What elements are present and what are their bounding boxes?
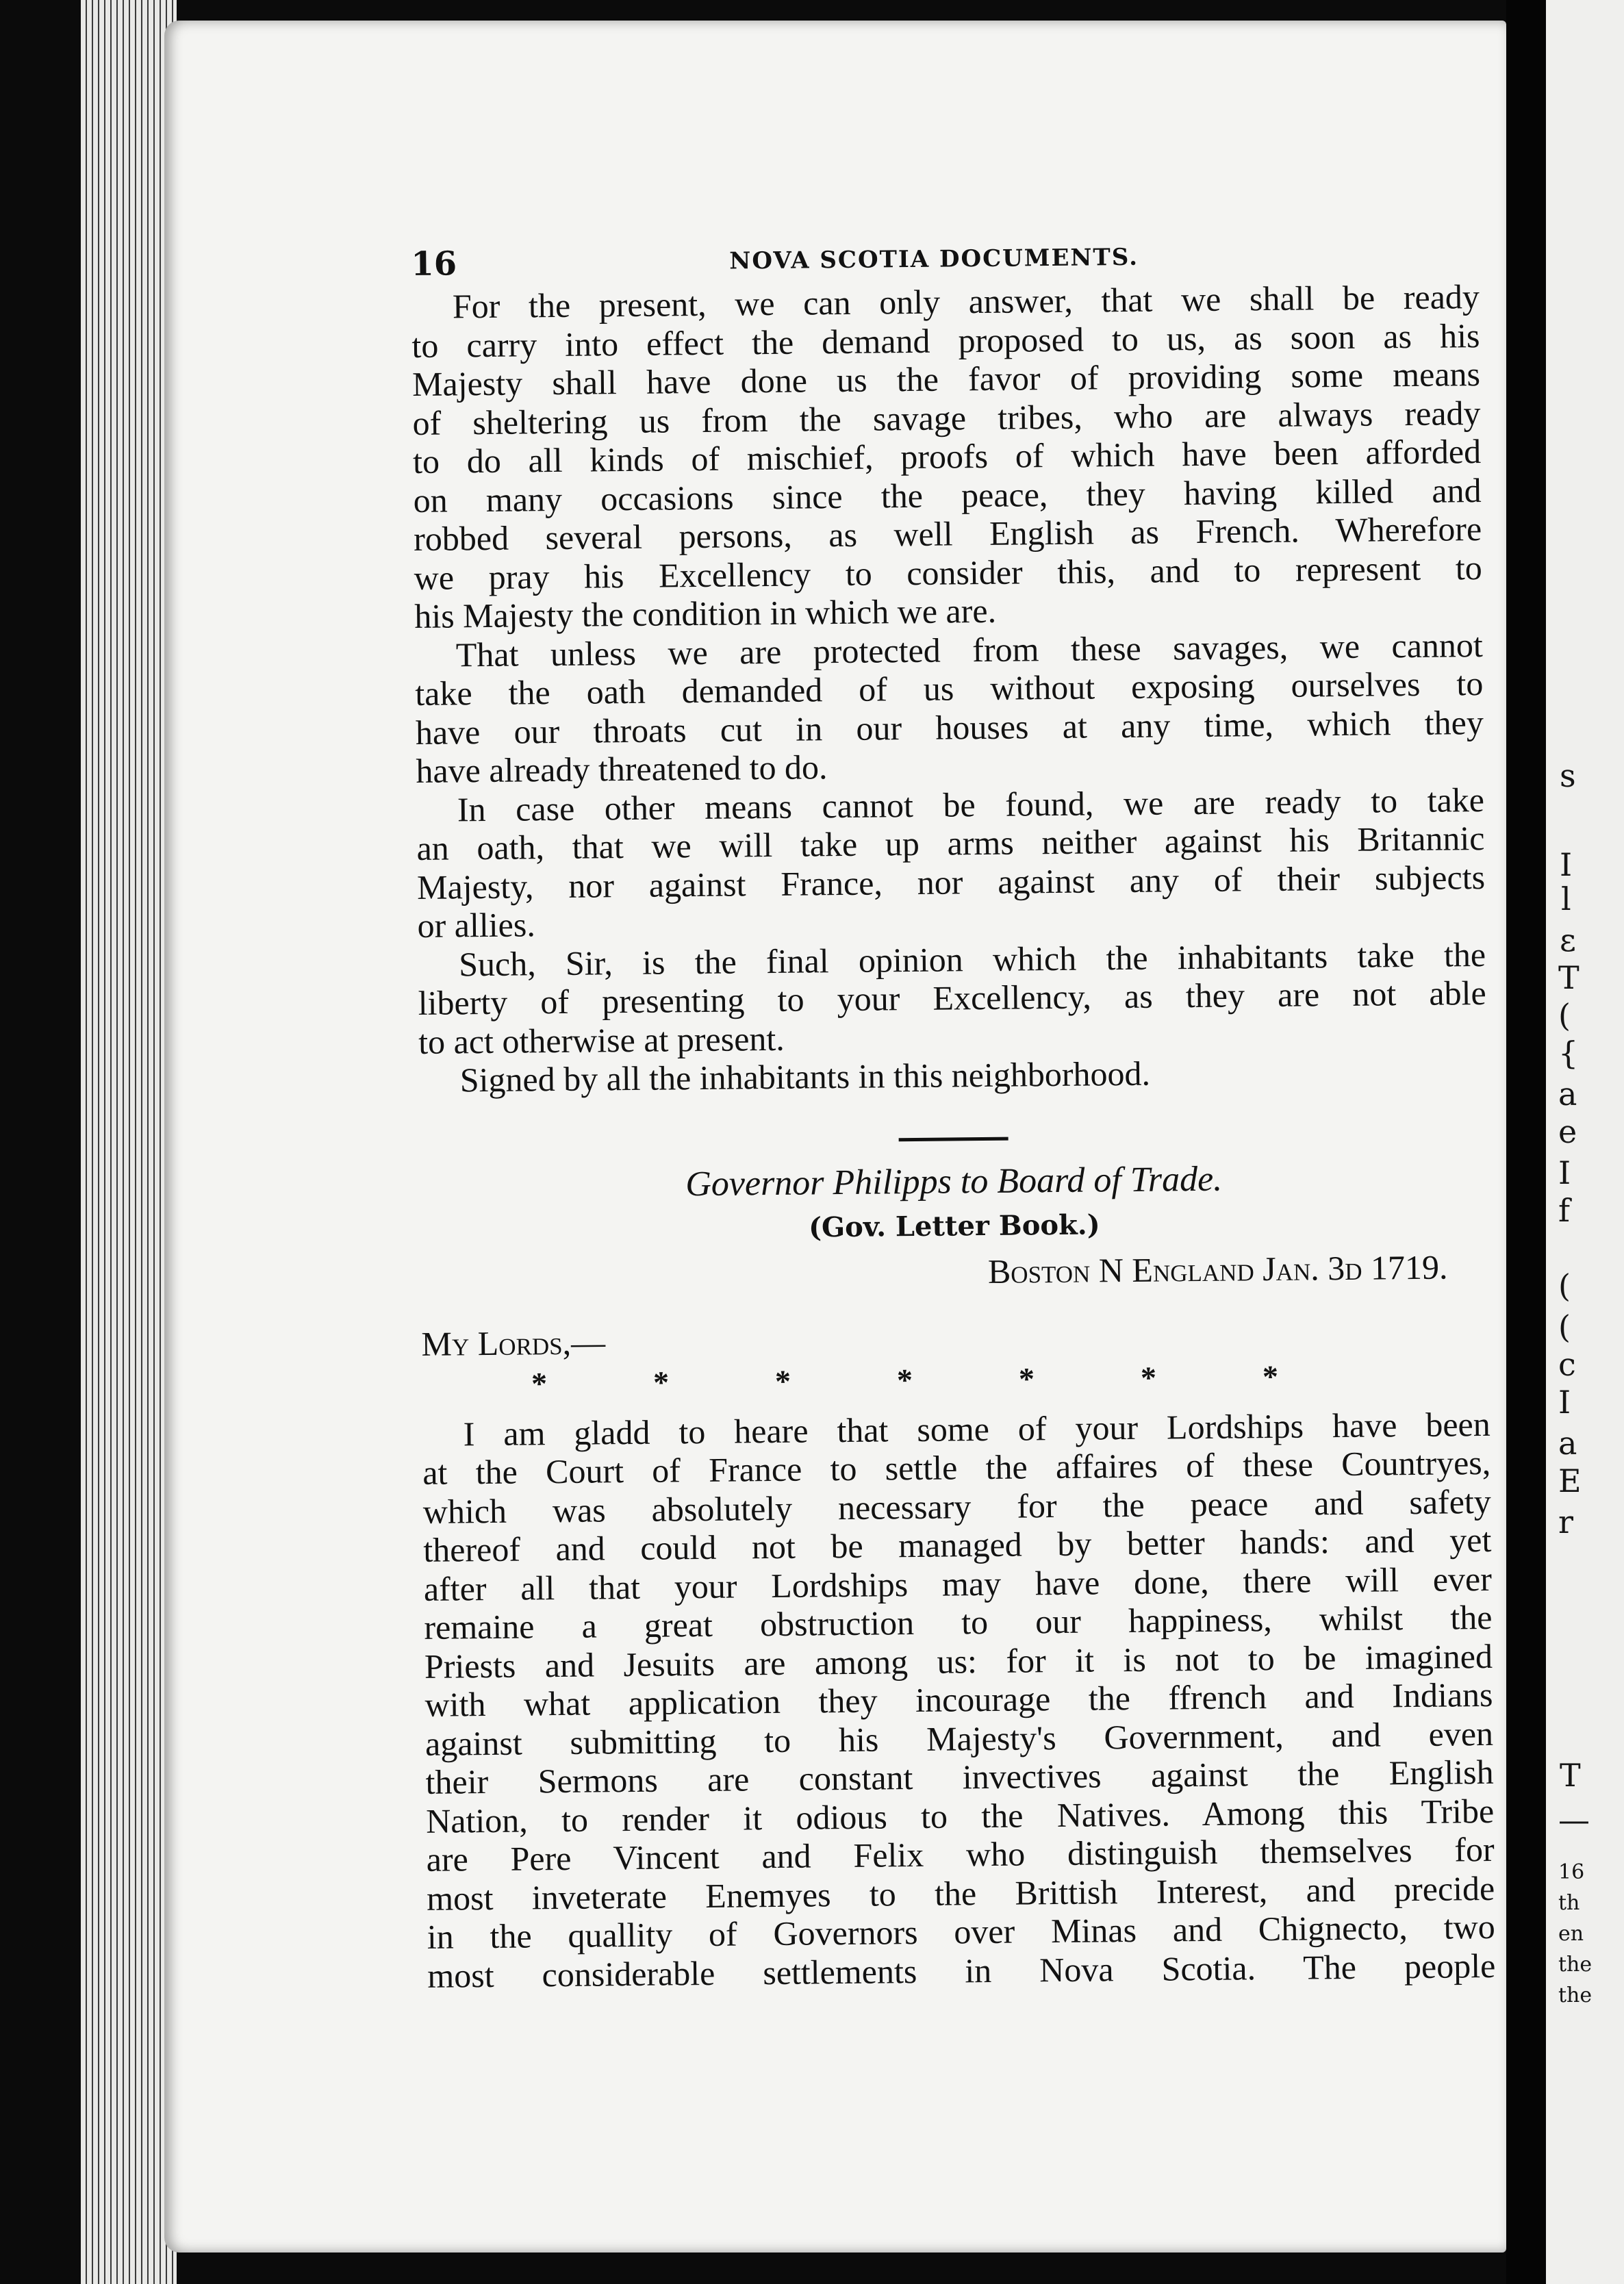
facing-page-edge — [1546, 0, 1624, 2284]
text-line: his Majesty the condition in which we are. — [414, 591, 997, 635]
asterisk: * — [1018, 1360, 1035, 1397]
text-line: an oath, that we will take up arms neither against his Britannic — [416, 818, 1485, 867]
facing-page-fragment: e — [1558, 1113, 1577, 1150]
facing-page-fragment: r — [1558, 1503, 1573, 1540]
text-line: or allies. — [417, 905, 536, 945]
text-line: Priests and Jesuits are among us: for it is not to be imagined — [424, 1636, 1493, 1686]
ellipsis-asterisks — [531, 1356, 1490, 1401]
facing-page-fragment: th — [1558, 1891, 1580, 1915]
asterisk: * — [1262, 1358, 1279, 1394]
facing-page-fragment: { — [1558, 1035, 1579, 1071]
text-line: to carry into effect the demand proposed to us, as soon as his — [411, 316, 1480, 365]
facing-page-fragment: T — [1558, 959, 1579, 996]
text-line: take the oath demanded of us without exposing ourselves to — [415, 663, 1484, 713]
text-line: That unless we are protected from these savages, we cannot — [455, 625, 1484, 674]
facing-page-fragment: ( — [1558, 1308, 1571, 1345]
text-line: with what application they incourage the ffrench and Indians — [424, 1675, 1493, 1724]
facing-page-fragment: l — [1561, 880, 1571, 917]
text-line: we pray his Excellency to consider this, and to represent to — [414, 548, 1482, 597]
source-note: (Gov. Letter Book.) — [808, 1208, 1100, 1243]
text-line: Signed by all the inhabitants in this neighborhood. — [459, 1054, 1151, 1100]
letter-paragraph — [422, 1404, 1495, 1994]
text-line: to act otherwise at present. — [418, 1019, 785, 1061]
running-head — [411, 229, 1480, 288]
facing-page-fragment: c — [1558, 1346, 1576, 1383]
text-line: in the quallity of Governors over Minas and Chignecto, two — [427, 1907, 1495, 1956]
text-line: which was absolutely necessary for the peace and safety — [422, 1482, 1492, 1531]
text-line: Majesty shall have done us the favor of providing some means — [411, 355, 1481, 403]
facing-page-fragment: ( — [1558, 1267, 1571, 1304]
page-text-block — [411, 229, 1496, 1995]
paragraph — [411, 277, 1483, 635]
text-line: remaine a great obstruction to our happiness, whilst the — [424, 1597, 1493, 1647]
facing-page-fragment: T — [1560, 1757, 1581, 1794]
text-line: their Sermons are constant invectives against the English — [425, 1752, 1494, 1801]
text-line: Nation, to render it odious to the Natives. Among this Tribe — [425, 1791, 1495, 1840]
asterisk: * — [1140, 1360, 1157, 1395]
text-line: of sheltering us from the savage tribes, who are always ready — [412, 393, 1481, 442]
text-line: on many occasions since the peace, they having killed and — [413, 470, 1482, 520]
asterisk: * — [531, 1365, 548, 1401]
asterisk: * — [774, 1363, 791, 1399]
facing-page-fragment: — — [1558, 1801, 1590, 1838]
text-line: after all that your Lordships may have done, there will ever — [423, 1559, 1493, 1608]
text-line: In case other means cannot be found, we are ready to take — [457, 780, 1485, 828]
text-line: For the present, we can only answer, that we shall be ready — [452, 277, 1480, 326]
facing-page-fragment: ( — [1558, 997, 1571, 1034]
facing-page-fragment: a — [1558, 1076, 1577, 1113]
paragraph — [415, 625, 1484, 790]
text-line: have our throats cut in our houses at any time, which they — [415, 702, 1484, 752]
paragraph — [418, 935, 1487, 1061]
facing-page-fragment: I — [1558, 1384, 1571, 1421]
dateline: Boston N England Jan. 3d 1719. — [987, 1247, 1448, 1291]
page-edges — [81, 0, 177, 2284]
text-line: at the Court of France to settle the affaires of these Countryes, — [422, 1443, 1491, 1492]
salutation: My Lords,— — [421, 1322, 606, 1363]
asterisk: * — [652, 1364, 670, 1400]
asterisk: * — [896, 1362, 913, 1397]
text-line: liberty of presenting to your Excellency, as they are not able — [418, 973, 1486, 1022]
facing-page-fragment: f — [1558, 1192, 1571, 1229]
facing-page-fragment: 16 — [1558, 1860, 1585, 1884]
text-line: are Pere Vincent and Felix who distinguish themselves for — [426, 1829, 1495, 1879]
paragraph — [416, 780, 1486, 945]
text-line: Such, Sir, is the final opinion which the inhabitants take the — [458, 935, 1486, 983]
facing-page-fragment: en — [1558, 1922, 1584, 1946]
text-line: have already threatened to do. — [416, 748, 828, 790]
text-line: against submitting to his Majesty's Government, and even — [424, 1714, 1494, 1763]
facing-page-fragment: the — [1558, 1953, 1593, 1977]
text-line: to do all kinds of mischief, proofs of which have been afforded — [412, 432, 1482, 481]
facing-page-fragment: E — [1558, 1462, 1582, 1499]
facing-page-fragment: ε — [1560, 922, 1576, 959]
text-line: thereof and could not be managed by better hands: and yet — [423, 1520, 1492, 1569]
text-line: most inveterate Enemyes to the Brittish Interest, and precide — [426, 1868, 1495, 1918]
running-title: NOVA SCOTIA DOCUMENTS. — [729, 243, 1139, 275]
text-line: most considerable settlements in Nova Scotia. The people — [427, 1946, 1496, 1995]
text-line: I am gladd to heare that some of your Lordships have been — [463, 1404, 1490, 1453]
text-line: Majesty, nor against France, nor against any of their subjects — [416, 857, 1486, 906]
facing-page-fragment: s — [1560, 757, 1576, 794]
section-divider — [899, 1137, 1008, 1141]
book-gutter — [1506, 0, 1547, 2284]
facing-page-fragment: I — [1558, 1154, 1571, 1191]
facing-page-fragment: I — [1560, 846, 1573, 883]
text-line: robbed several persons, as well English as French. Wherefore — [413, 509, 1482, 558]
page-number: 16 — [411, 244, 457, 283]
facing-page-fragment: a — [1558, 1425, 1577, 1462]
facing-page-fragment: the — [1558, 1983, 1593, 2007]
section-heading: Governor Philipps to Board of Trade. — [685, 1159, 1223, 1204]
